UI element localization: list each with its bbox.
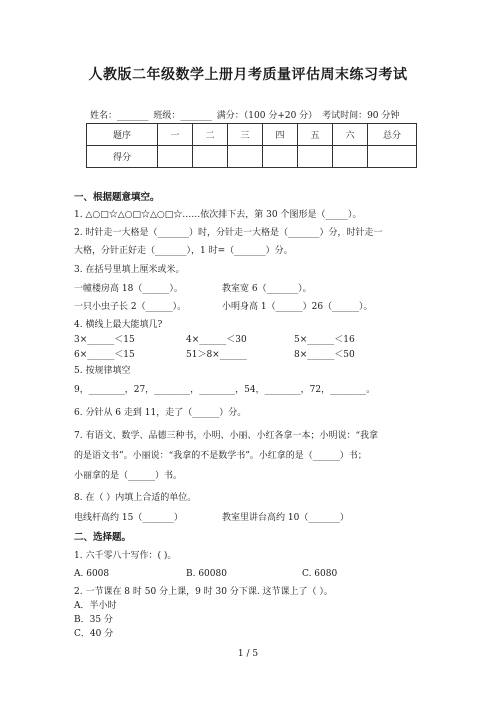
question-1-1: 1. △○□☆△○□☆△○□☆……依次排下去，第 30 个图形是（_____）。: [74, 210, 362, 220]
score-table-header: 一: [158, 124, 193, 146]
full-score-label: 满分：（100 分+20 分）: [216, 111, 318, 121]
question-1-7-line-1: 7. 有语文、数学、品德三种书，小明、小丽、小红各拿一本；小明说：“我拿: [74, 431, 379, 441]
score-table-header: 总分: [368, 124, 417, 146]
score-cell[interactable]: [263, 146, 298, 168]
question-2-1-option-b: B. 60080: [186, 569, 227, 579]
question-1-6: 6. 分针从 6 走到 11，走了（______）分。: [74, 408, 247, 418]
question-1-3-item-d: 小明身高 1（______）26（______）。: [222, 302, 373, 312]
question-1-4-item: 3×______＜15: [74, 335, 135, 345]
score-table-header: 题序: [87, 124, 158, 146]
question-1-3-item-c: 一只小虫子长 2（______）。: [74, 302, 187, 312]
question-1-3-item-a: 一幢楼房高 18（______）。: [74, 284, 183, 294]
question-2-2: 2. 一节课在 8 时 50 分上课，9 时 30 分下课. 这节课上了（ ）。: [74, 587, 333, 597]
score-table-header: 六: [333, 124, 368, 146]
score-table-header: 二: [193, 124, 228, 146]
question-1-4-item: 5×______＜16: [294, 335, 355, 345]
score-row-label: 得分: [87, 146, 158, 168]
score-cell[interactable]: [228, 146, 263, 168]
score-table: [86, 123, 417, 168]
question-1-4-item: 6×______＜15: [74, 350, 135, 360]
question-1-7-line-3: 小丽拿的是（______）书。: [74, 471, 183, 481]
question-1-5: 5. 按规律填空: [74, 366, 131, 376]
question-1-8-item-b: 教室里讲台高约 10（_______）: [222, 513, 349, 523]
question-1-4-item: 8×______＜50: [294, 350, 355, 360]
class-field: 班级：_______: [153, 111, 212, 121]
section-1-heading: 一、根据题意填空。: [74, 192, 160, 203]
question-1-4-item: 4×______＜30: [186, 335, 247, 345]
score-table-score-row: [87, 146, 417, 168]
question-1-2-line-1: 2. 时针走一大格是（_______）时，分针走一大格是（_______）分，时针走一: [74, 228, 383, 238]
score-cell[interactable]: [368, 146, 417, 168]
question-1-7-line-2: 的是语文书”。小丽说：“我拿的不是数学书”。小红拿的是（______）书；: [74, 451, 367, 461]
score-cell[interactable]: [298, 146, 333, 168]
question-2-1-option-a: A. 6008: [74, 569, 110, 579]
exam-time-label: 考试时间：90 分钟: [322, 111, 400, 121]
student-info-line: [90, 108, 401, 121]
score-table-header: 四: [263, 124, 298, 146]
question-1-3-item-b: 教室宽 6（_______）。: [222, 284, 312, 294]
page-title: 人教版二年级数学上册月考质量评估周末练习考试: [88, 67, 408, 83]
question-1-8: 8. 在（ ）内填上合适的单位。: [74, 493, 197, 503]
score-cell[interactable]: [333, 146, 368, 168]
score-table-header: 三: [228, 124, 263, 146]
question-1-3: 3. 在括号里填上厘米或米。: [74, 265, 185, 275]
question-2-2-option-b: B．35 分: [74, 615, 113, 625]
score-cell[interactable]: [158, 146, 193, 168]
page-number: 1 / 5: [237, 649, 259, 659]
score-table-header-row: [87, 124, 417, 146]
question-2-2-option-c: C．40 分: [74, 629, 114, 639]
name-field: 姓名：_______: [90, 111, 149, 121]
question-1-5-sequence: 9，________，27，________，________，54，________，72，________。: [74, 385, 376, 395]
question-1-2-line-2: 大格，分针正好走（_______），1 时=（_______）分。: [74, 246, 293, 256]
question-2-1-option-c: C. 6080: [302, 569, 338, 579]
score-table-header: 五: [298, 124, 333, 146]
question-2-1: 1. 六千零八十写作：( )。: [74, 551, 177, 561]
question-1-8-item-a: 电线杆高约 15（_______）: [74, 513, 183, 523]
question-2-2-option-a: A．半小时: [74, 601, 117, 611]
score-cell[interactable]: [193, 146, 228, 168]
question-1-4-item: 51＞8×______: [186, 350, 247, 360]
question-1-4: 4. 横线上最大能填几?: [74, 320, 163, 330]
section-2-heading: 二、选择题。: [74, 532, 132, 543]
